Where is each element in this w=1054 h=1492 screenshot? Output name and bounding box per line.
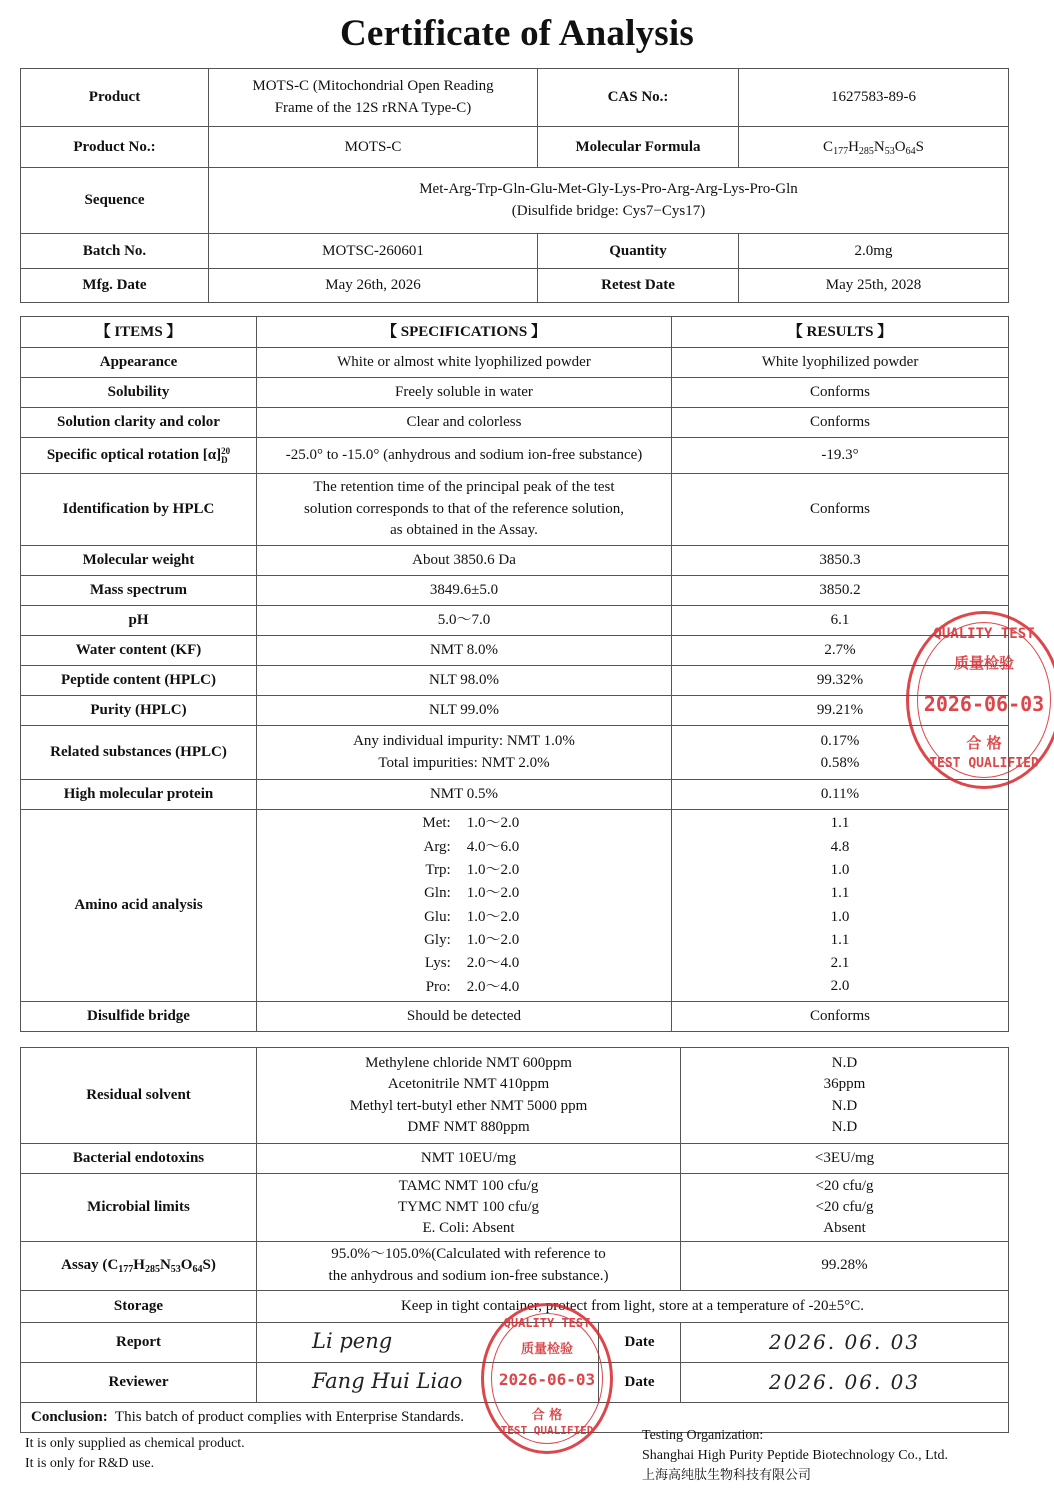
specification-table bbox=[20, 316, 1009, 1032]
amino-acid-range: 1.0～2.0 bbox=[466, 862, 520, 879]
storage-text: Keep in tight container, protect from light, store at a temperature of -20±5°C. bbox=[257, 1290, 1009, 1322]
result-solubility: Conforms bbox=[672, 378, 1009, 408]
item-solubility: Solubility bbox=[21, 378, 257, 408]
report-signature: Li peng bbox=[257, 1322, 599, 1362]
spec-microbial-limits: TAMC NMT 100 cfu/g TYMC NMT 100 cfu/g E. Coli: Absent bbox=[257, 1174, 681, 1242]
spec-water-content: NMT 8.0% bbox=[257, 636, 672, 666]
product-label: Product bbox=[21, 69, 209, 127]
spec-disulfide-bridge: Should be detected bbox=[257, 1002, 672, 1032]
spec-amino-acid-analysis bbox=[257, 810, 672, 1002]
spec-ph: 5.0～7.0 bbox=[257, 606, 672, 636]
amino-acid-range: 4.0～6.0 bbox=[466, 838, 520, 855]
product-value: MOTS-C (Mitochondrial Open Reading Frame of the 12S rRNA Type-C) bbox=[209, 69, 538, 127]
item-solution-clarity: Solution clarity and color bbox=[21, 408, 257, 438]
report-date-label: Date bbox=[599, 1322, 681, 1362]
amino-acid-name: Gln: bbox=[424, 885, 451, 902]
amino-acid-range: 2.0～4.0 bbox=[466, 978, 520, 995]
spec-mass-spectrum: 3849.6±5.0 bbox=[257, 576, 672, 606]
amino-acid-range: 1.0～2.0 bbox=[466, 908, 520, 925]
spec-optical-rotation: -25.0° to -15.0° (anhydrous and sodium ion-free substance) bbox=[257, 438, 672, 474]
amino-acid-result: 1.0 bbox=[830, 861, 850, 878]
amino-acid-range: 1.0～2.0 bbox=[466, 885, 520, 902]
amino-acid-spec-row bbox=[409, 812, 520, 835]
sequence-value: Met-Arg-Trp-Gln-Glu-Met-Gly-Lys-Pro-Arg-Arg-Lys-Pro-Gln (Disulfide bridge: Cys7−Cys17) bbox=[209, 168, 1009, 234]
amino-acid-spec-row bbox=[409, 929, 520, 952]
amino-acid-name: Lys: bbox=[424, 955, 451, 972]
formula-value: $C_{177}H_{285}N_{53}O_{64}S$ bbox=[739, 127, 1009, 168]
result-peptide-content: 99.32% bbox=[672, 666, 1009, 696]
report-label: Report bbox=[21, 1322, 257, 1362]
item-identification-hplc: Identification by HPLC bbox=[21, 474, 257, 546]
item-storage: Storage bbox=[21, 1290, 257, 1322]
batch-value: MOTSC-260601 bbox=[209, 234, 538, 269]
reviewer-label: Reviewer bbox=[21, 1362, 257, 1402]
result-high-molecular-protein: 0.11% bbox=[672, 780, 1009, 810]
amino-acid-name: Met: bbox=[422, 815, 451, 832]
amino-acid-name: Gly: bbox=[424, 931, 451, 948]
result-microbial-limits: <20 cfu/g <20 cfu/g Absent bbox=[681, 1174, 1009, 1242]
result-water-content: 2.7% bbox=[672, 636, 1009, 666]
item-amino-acid-analysis: Amino acid analysis bbox=[21, 810, 257, 1002]
spec-bacterial-endotoxins: NMT 10EU/mg bbox=[257, 1144, 681, 1174]
amino-acid-result: 1.0 bbox=[830, 908, 850, 925]
result-assay: 99.28% bbox=[681, 1242, 1009, 1291]
item-peptide-content: Peptide content (HPLC) bbox=[21, 666, 257, 696]
result-amino-acid-analysis bbox=[672, 810, 1009, 1002]
result-appearance: White lyophilized powder bbox=[672, 348, 1009, 378]
result-ph: 6.1 bbox=[672, 606, 1009, 636]
reviewer-date: 2026. 06. 03 bbox=[681, 1362, 1009, 1402]
result-identification-hplc: Conforms bbox=[672, 474, 1009, 546]
result-mass-spectrum: 3850.2 bbox=[672, 576, 1009, 606]
spec-peptide-content: NLT 98.0% bbox=[257, 666, 672, 696]
result-bacterial-endotoxins: <3EU/mg bbox=[681, 1144, 1009, 1174]
item-appearance: Appearance bbox=[21, 348, 257, 378]
amino-acid-result: 1.1 bbox=[830, 815, 850, 832]
amino-acid-range: 1.0～2.0 bbox=[466, 815, 520, 832]
amino-acid-name: Pro: bbox=[425, 978, 451, 995]
amino-acid-spec-row bbox=[409, 906, 520, 929]
spec-solubility: Freely soluble in water bbox=[257, 378, 672, 408]
amino-acid-name: Arg: bbox=[423, 838, 451, 855]
item-residual-solvent: Residual solvent bbox=[21, 1048, 257, 1144]
item-molecular-weight: Molecular weight bbox=[21, 546, 257, 576]
quantity-label: Quantity bbox=[538, 234, 739, 269]
spec-solution-clarity: Clear and colorless bbox=[257, 408, 672, 438]
report-date: 2026. 06. 03 bbox=[681, 1322, 1009, 1362]
cas-value: 1627583-89-6 bbox=[739, 69, 1009, 127]
retest-label: Retest Date bbox=[538, 269, 739, 303]
item-high-molecular-protein: High molecular protein bbox=[21, 780, 257, 810]
item-disulfide-bridge: Disulfide bridge bbox=[21, 1002, 257, 1032]
spec-related-substances: Any individual impurity: NMT 1.0% Total impurities: NMT 2.0% bbox=[257, 726, 672, 780]
cas-label: CAS No.: bbox=[538, 69, 739, 127]
result-solution-clarity: Conforms bbox=[672, 408, 1009, 438]
amino-acid-result: 1.1 bbox=[830, 931, 850, 948]
amino-acid-spec-row bbox=[409, 836, 520, 859]
mfg-label: Mfg. Date bbox=[21, 269, 209, 303]
document-title: Certificate of Analysis bbox=[340, 13, 694, 54]
amino-acid-result: 4.8 bbox=[830, 838, 850, 855]
result-purity: 99.21% bbox=[672, 696, 1009, 726]
item-purity: Purity (HPLC) bbox=[21, 696, 257, 726]
items-header: 【 ITEMS 】 bbox=[21, 317, 257, 348]
amino-acid-spec-row bbox=[409, 882, 520, 905]
spec-residual-solvent: Methylene chloride NMT 600ppm Acetonitrile NMT 410ppm Methyl tert-butyl ether NMT 5000 ppm DMF NMT 880ppm bbox=[257, 1048, 681, 1144]
spec-identification-hplc: The retention time of the principal peak of the test solution corresponds to that of the reference solution, as obtained in the Assay. bbox=[257, 474, 672, 546]
spec-assay: 95.0%～105.0%(Calculated with reference to the anhydrous and sodium ion-free substance.) bbox=[257, 1242, 681, 1291]
item-assay: Assay $(C_{177}H_{285}N_{53}O_{64}S)$ bbox=[21, 1242, 257, 1291]
product-no-value: MOTS-C bbox=[209, 127, 538, 168]
item-microbial-limits: Microbial limits bbox=[21, 1174, 257, 1242]
result-disulfide-bridge: Conforms bbox=[672, 1002, 1009, 1032]
conclusion-label: Conclusion: bbox=[31, 1408, 108, 1425]
amino-acid-result: 2.1 bbox=[830, 955, 850, 972]
spec-high-molecular-protein: NMT 0.5% bbox=[257, 780, 672, 810]
amino-acid-result: 2.0 bbox=[830, 978, 850, 995]
amino-acid-name: Trp: bbox=[425, 862, 451, 879]
result-molecular-weight: 3850.3 bbox=[672, 546, 1009, 576]
quantity-value: 2.0mg bbox=[739, 234, 1009, 269]
retest-value: May 25th, 2028 bbox=[739, 269, 1009, 303]
result-residual-solvent: N.D 36ppm N.D N.D bbox=[681, 1048, 1009, 1144]
spec-appearance: White or almost white lyophilized powder bbox=[257, 348, 672, 378]
amino-acid-name: Glu: bbox=[424, 908, 451, 925]
quality-stamp-top: QUALITY TEST 质量检验 2026-06-03 合 格 TEST QUALIFIED bbox=[906, 611, 1054, 789]
item-ph: pH bbox=[21, 606, 257, 636]
mfg-value: May 26th, 2026 bbox=[209, 269, 538, 303]
spec-purity: NLT 99.0% bbox=[257, 696, 672, 726]
product-no-label: Product No.: bbox=[21, 127, 209, 168]
item-related-substances: Related substances (HPLC) bbox=[21, 726, 257, 780]
amino-acid-range: 2.0～4.0 bbox=[466, 955, 520, 972]
amino-acid-result: 1.1 bbox=[830, 885, 850, 902]
amino-acid-range: 1.0～2.0 bbox=[466, 931, 520, 948]
amino-acid-spec-row bbox=[409, 952, 520, 975]
quality-stamp-bottom: QUALITY TEST 质量检验 2026-06-03 合 格 TEST QUALIFIED bbox=[481, 1303, 613, 1454]
spec-molecular-weight: About 3850.6 Da bbox=[257, 546, 672, 576]
batch-label: Batch No. bbox=[21, 234, 209, 269]
product-info-table bbox=[20, 68, 1009, 303]
reviewer-date-label: Date bbox=[599, 1362, 681, 1402]
footer-disclaimer: It is only supplied as chemical product. It is only for R&D use. bbox=[25, 1436, 245, 1472]
sequence-label: Sequence bbox=[21, 168, 209, 234]
results-header: 【 RESULTS 】 bbox=[672, 317, 1009, 348]
item-mass-spectrum: Mass spectrum bbox=[21, 576, 257, 606]
specifications-header: 【 SPECIFICATIONS 】 bbox=[257, 317, 672, 348]
conclusion-text: This batch of product complies with Enterprise Standards. bbox=[114, 1408, 465, 1425]
formula-label: Molecular Formula bbox=[538, 127, 739, 168]
amino-acid-spec-row bbox=[409, 859, 520, 882]
result-related-substances: 0.17% 0.58% bbox=[672, 726, 1009, 780]
item-optical-rotation: Specific optical rotation [α]20 D bbox=[21, 438, 257, 474]
result-optical-rotation: -19.3° bbox=[672, 438, 1009, 474]
footer-organization: Testing Organization: Shanghai High Purity Peptide Biotechnology Co., Ltd. 上海高纯肽生物科技有限公司 bbox=[642, 1428, 949, 1483]
reviewer-signature: Fang Hui Liao bbox=[257, 1362, 599, 1402]
amino-acid-spec-row bbox=[409, 975, 520, 998]
item-bacterial-endotoxins: Bacterial endotoxins bbox=[21, 1144, 257, 1174]
item-water-content: Water content (KF) bbox=[21, 636, 257, 666]
